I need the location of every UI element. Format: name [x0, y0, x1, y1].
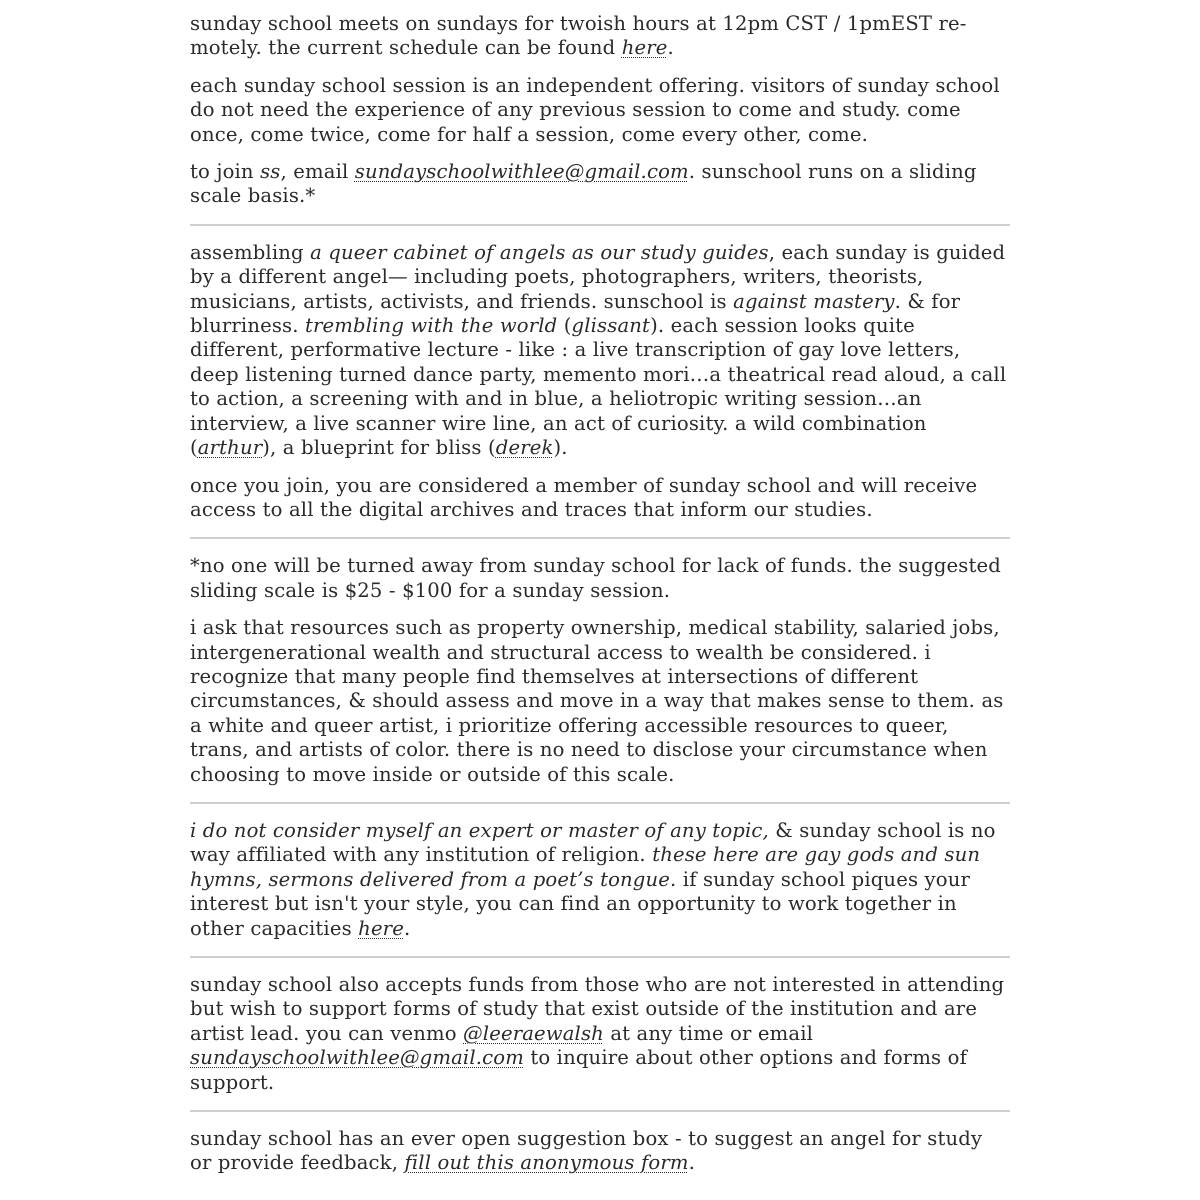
paragraph-independent-offering: each sunday school session is an independent offering. visitors of sunday school do not need the experience of any previous session to come and study. come once, come twice, come for half a session, come every other, come.: [190, 73, 1000, 146]
section-divider: [190, 956, 1010, 958]
venmo-link[interactable]: @leeraewalsh: [463, 1021, 604, 1045]
anonymous-form-link[interactable]: fill out this anonymous form: [404, 1151, 689, 1175]
section-divider: [190, 224, 1010, 226]
arthur-link[interactable]: arthur: [197, 436, 263, 460]
paragraph-resources: i ask that resources such as property ownership, medical stability, salaried jobs, intergenerational wealth and structural access to wealth be considered. i recognize that many people find themselves at intersections of different circumstances, & should assess and move in a way that makes sense to them. as a white and queer artist, i prioritize offering accessible resources to queer, trans, and artists of color. there is no need to disclose your circumstance when choosing to move inside or outside of this scale.: [190, 616, 1004, 786]
paragraph-support: sunday school also accepts funds from those who are not interested in attending but wish to support forms of study that exist outside of the institution and are artist lead. you can venmo @leeraewalsh at any time or email sundayschoolwithlee@gmail.com to inquire about other options and forms of support.: [190, 973, 1005, 1094]
section-support: [190, 973, 1010, 1095]
paragraph-membership: once you join, you are considered a member of sunday school and will receive access to all the digital archives and traces that inform our studies.: [190, 473, 978, 521]
section-divider: [190, 537, 1010, 539]
section-divider: [190, 802, 1010, 804]
paragraph-how-to-join: to join ss, email sundayschoolwithlee@gmail.com. sunschool runs on a sliding scale basis.*: [190, 160, 977, 208]
paragraph-suggestions: sunday school has an ever open suggestion box - to suggest an angel for study or provide feedback, fill out this anonymous form.: [190, 1127, 983, 1175]
section-disclaimer: [190, 819, 1010, 941]
paragraph-funds: *no one will be turned away from sunday school for lack of funds. the suggested sliding scale is $25 - $100 for a sunday session.: [190, 554, 1001, 602]
section-schedule: [190, 12, 1010, 209]
section-angels: [190, 241, 1010, 522]
join-email-link[interactable]: sundayschoolwithlee@gmail.com: [354, 160, 689, 184]
paragraph-disclaimer: i do not consider myself an expert or master of any topic, & sunday school is no way affiliated with any institution of religion. these here are gay gods and sun hymns, sermons delivered from a poet’s tongue. if sunday school piques your interest but isn't your style, you can find an opportunity to work together in other capacities here.: [190, 818, 996, 940]
paragraph-schedule: sunday school meets on sundays for twoish hours at 12pm CST / 1pmEST remotely. the current schedule can be found here.: [190, 12, 967, 60]
paragraph-angels: assembling a queer cabinet of angels as our study guides, each sunday is guided by a different angel— including poets, photographers, writers, theorists, musicians, artists, activists, and friends. sunschool is against mastery. & for blurriness. trembling with the world (glissant). each session looks quite different, performative lecture - like : a live transcription of gay love letters, deep listening turned dance party, memento mori…a theatrical read aloud, a call to action, a screening with and in blue, a heliotropic writing session…an interview, a live scanner wire line, an act of curiosity. a wild combination (arthur), a blueprint for bliss (derek).: [190, 240, 1007, 460]
schedule-link[interactable]: here: [621, 36, 668, 60]
section-divider: [190, 1110, 1010, 1112]
section-suggestions: [190, 1127, 1010, 1176]
other-capacities-link[interactable]: here: [358, 916, 404, 940]
section-sliding-scale: [190, 554, 1010, 787]
page-content: [190, 12, 1010, 1189]
derek-link[interactable]: derek: [495, 436, 554, 460]
support-email-link[interactable]: sundayschoolwithlee@gmail.com: [190, 1046, 524, 1070]
